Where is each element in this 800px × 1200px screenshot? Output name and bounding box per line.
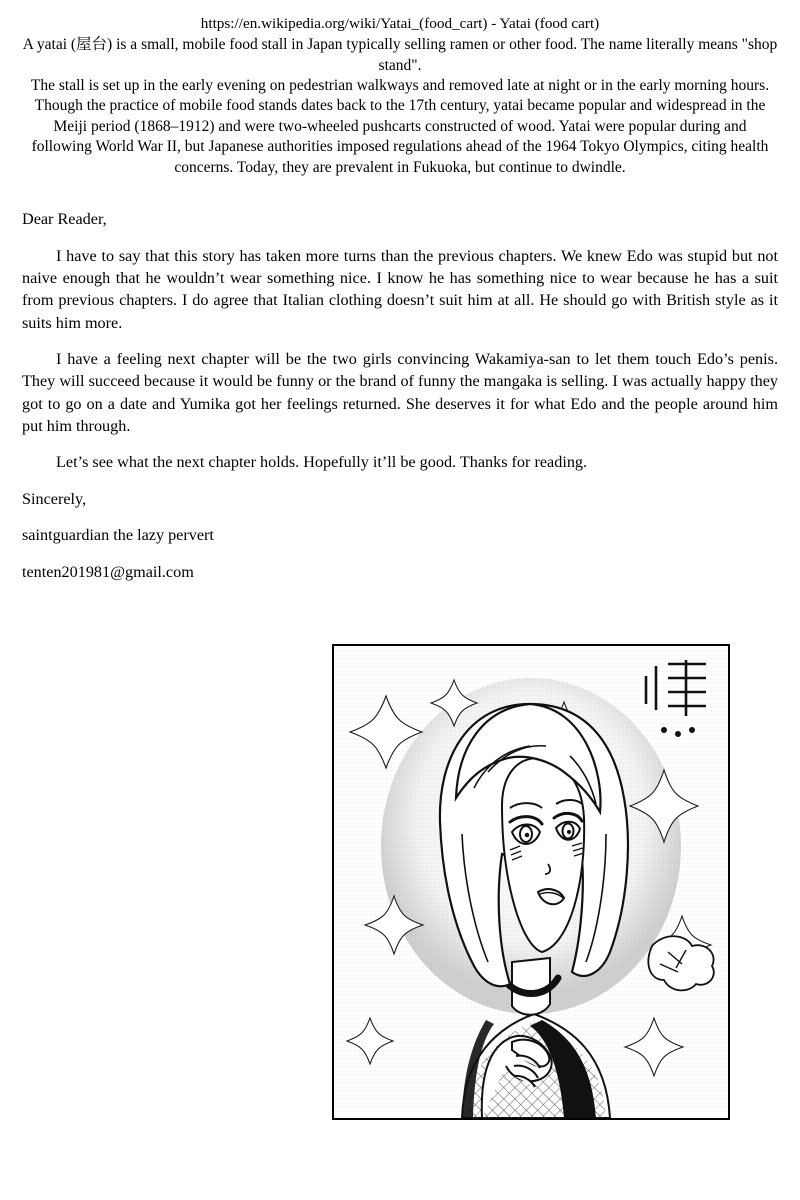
letter-paragraph-2: I have a feeling next chapter will be the two girls convincing Wakamiya-san to let them touch Edo’s penis. They will succeed because it would be funny or the brand of funny the mangaka is selling. I was actually happy they got to go on a date and Yumika got her feelings returned. She deserves it for what Edo and the people around him put him through.	[22, 350, 778, 436]
letter-salutation: Dear Reader,	[22, 210, 107, 229]
comic-panel-border	[332, 644, 730, 1120]
source-url-line: https://en.wikipedia.org/wiki/Yatai_(food_cart) - Yatai (food cart)	[200, 15, 600, 32]
header-paragraph-2: The stall is set up in the early evening on pedestrian walkways and removed late at night or in the early morning hours.	[30, 76, 770, 94]
letter-paragraph-1: I have to say that this story has taken more turns than the previous chapters. We knew Edo was stupid but not naive enough that he wouldn’t wear something nice. I know he has something nice to wear because he has a suit from previous chapters. I do agree that Italian clothing doesn’t suit him at all. He should go with British style as it suits him more.	[22, 246, 778, 332]
letter-paragraph-3: Let’s see what the next chapter holds. Hopefully it’ll be good. Thanks for reading.	[56, 453, 588, 472]
signature-name: saintguardian the lazy pervert	[22, 526, 214, 545]
signature-email: tenten201981@gmail.com	[22, 562, 194, 581]
comic-illustration	[334, 646, 728, 1118]
letter-signoff: Sincerely,	[22, 489, 87, 508]
wikipedia-header-block	[22, 14, 778, 178]
header-paragraph-1: A yatai (屋台) is a small, mobile food stall in Japan typically selling ramen or other food. The name literally means "shop stand".	[22, 36, 778, 74]
letter-body	[22, 208, 778, 583]
comic-panel	[332, 644, 726, 1116]
header-paragraph-3: Though the practice of mobile food stands dates back to the 17th century, yatai became popular and widespread in the Meiji period (1868–1912) and were two-wheeled pushcarts constructed of wood. Yatai were popular during and following World War II, but Japanese authorities imposed regulations ahead of the 1964 Tokyo Olympics, citing health concerns. Today, they are prevalent in Fukuoka, but continue to dwindle.	[31, 97, 769, 176]
